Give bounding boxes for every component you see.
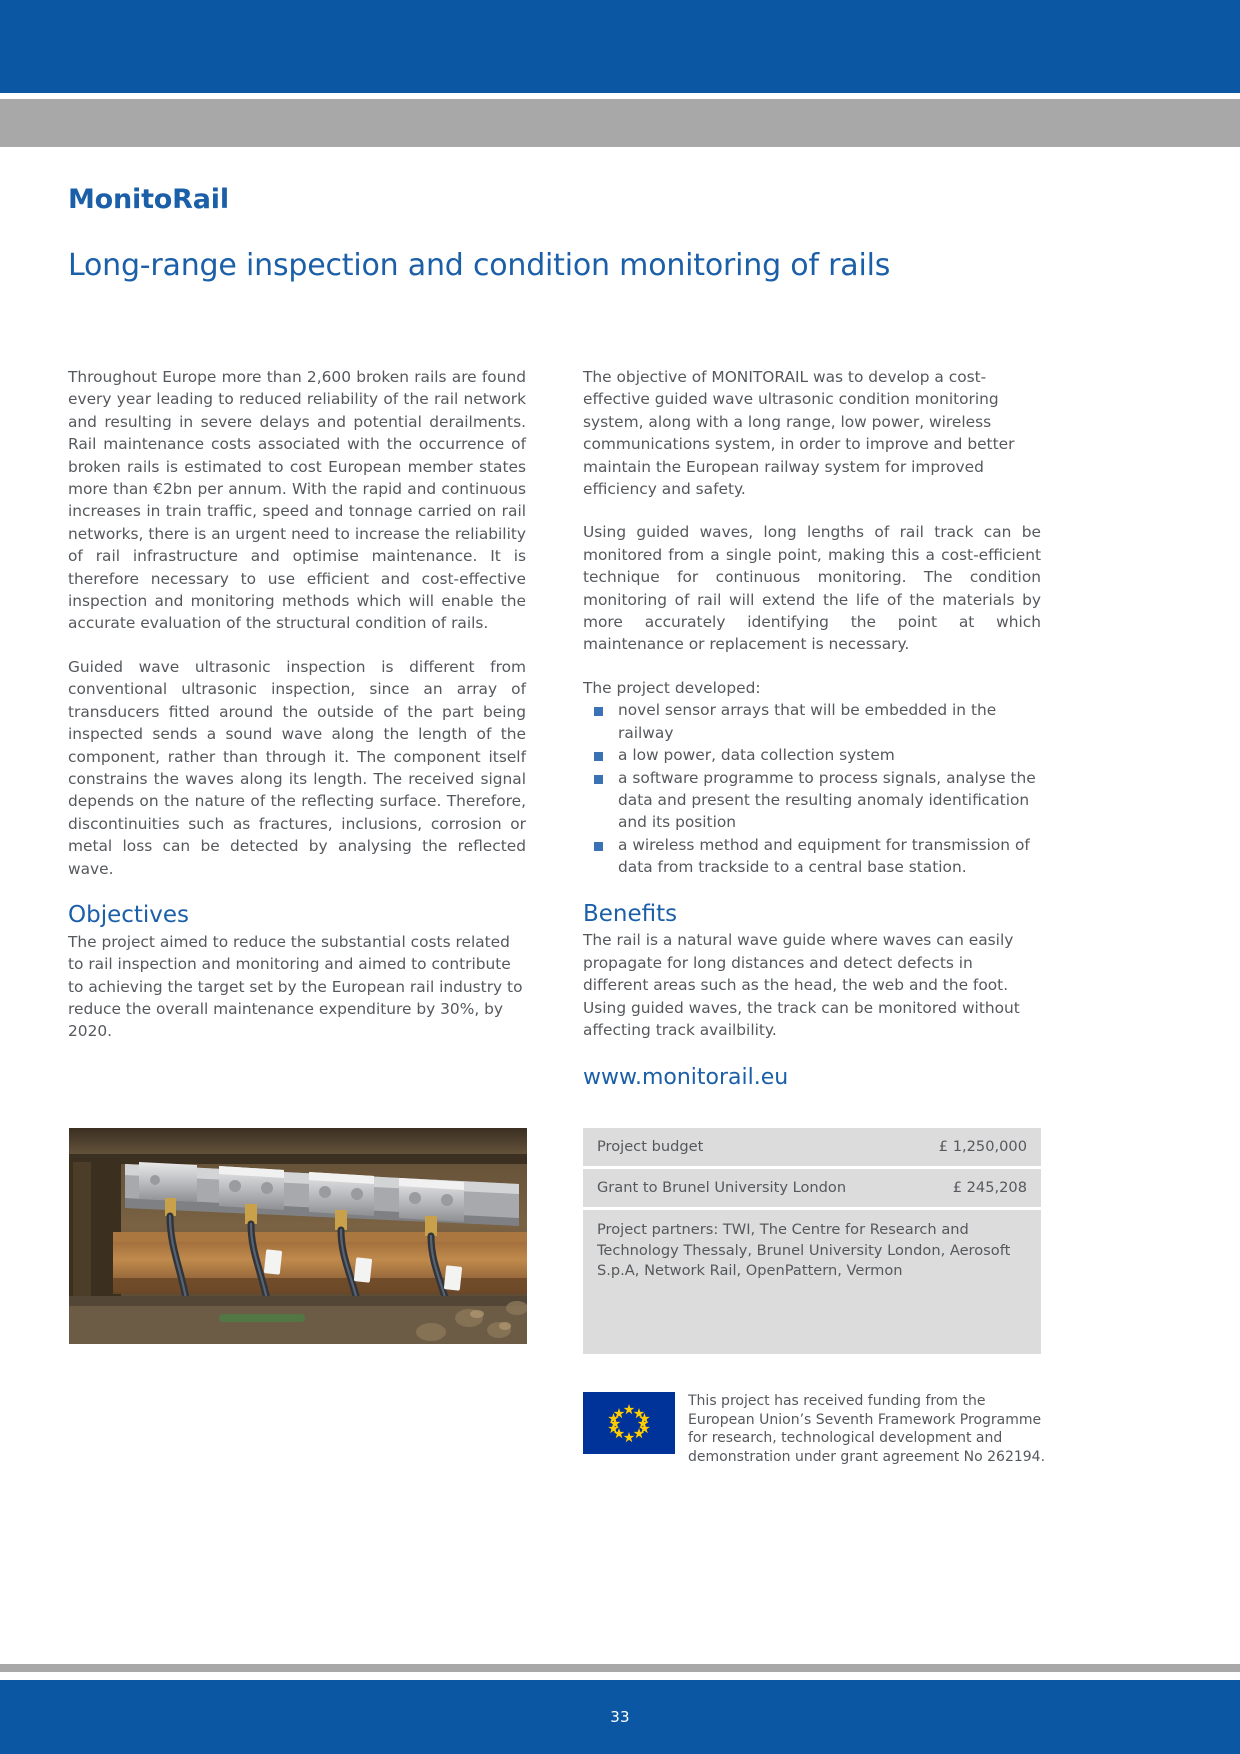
left-column [68,366,526,1064]
project-name: MonitoRail [68,184,229,215]
row-label: Project budget [597,1138,704,1155]
table-row [583,1128,1041,1169]
project-photo [69,1128,527,1344]
benefits-text: The rail is a natural wave guide where waves can easily propagate for long distances and detect defects in different areas such as the head, the web and the foot. Using guided waves, the track can be monitored without affecting track availbility. [583,931,1020,1039]
row-label: Grant to Brunel University London [597,1179,847,1196]
bottom-grey-bar [0,1664,1240,1672]
objectives-heading: Objectives [68,901,190,928]
square-bullet-icon [594,775,603,784]
list-item [583,767,1041,834]
row-value: £ 1,250,000 [938,1138,1027,1155]
project-partners: Project partners: TWI, The Centre for Research and Technology Thessaly, Brunel University London, Aerosoft S.p.A, Network Rail, OpenPattern, Vermon [583,1210,1041,1354]
square-bullet-icon [594,707,603,716]
left-paragraph-2: Guided wave ultrasonic inspection is different from conventional ultrasonic inspection, since an array of transducers fitted around the outside of the part being inspected sends a sound wave along the length of the component, rather than through it. The component itself constrains the waves along its length. The received signal depends on the nature of the reflecting surface. Therefore, discontinuities such as fractures, inclusions, corrosion or metal loss can be detected by analysing the reflected wave. [68,657,526,878]
list-item-label: novel sensor arrays that will be embedded in the railway [618,701,997,742]
eu-funding-text: This project has received funding from the European Union’s Seventh Framework Programme for research, technological development and demonstration under grant agreement No 262194. [688,1393,1046,1465]
photo-illustration [69,1128,527,1344]
list-item-label: a wireless method and equipment for transmission of data from trackside to a central base station. [618,835,1030,877]
project-website-link[interactable]: www.monitorail.eu [583,1065,789,1091]
right-paragraph-2: Using guided waves, long lengths of rail track can be monitored from a single point, making this a cost-efficient technique for continuous monitoring. The condition monitoring of rail will extend the life of the materials by more accurately identifying the point at which maintenance or replacement is necessary. [583,523,1041,654]
developed-intro: The project developed: [583,678,761,697]
top-grey-banner [0,99,1240,147]
list-item [583,744,1041,766]
developed-list [583,699,1041,878]
eu-flag-icon [583,1392,675,1454]
objectives-text: The project aimed to reduce the substantial costs related to rail inspection and monitoring and aimed to contribute to achieving the target set by the European rail industry to reduce the overall maintenance expenditure by 30%, by 2020. [68,932,523,1041]
project-info-table [583,1128,1041,1354]
table-row [583,1169,1041,1210]
right-column [583,366,1041,1090]
benefits-heading: Benefits [583,900,678,927]
right-paragraph-1: The objective of MONITORAIL was to develop a cost-effective guided wave ultrasonic condition monitoring system, along with a long range, low power, wireless communications system, in order to improve and better maintain the European railway system for improved efficiency and safety. [583,368,1015,499]
top-blue-banner [0,0,1240,93]
list-item-label: a software programme to process signals, analyse the data and present the resulting anomaly identification and its position [618,768,1036,832]
list-item-label: a low power, data collection system [618,746,895,765]
row-value: £ 245,208 [952,1179,1027,1196]
left-paragraph-1: Throughout Europe more than 2,600 broken rails are found every year leading to reduced reliability of the rail network and resulting in severe delays and potential derailments. Rail maintenance costs associated with the occurrence of broken rails is estimated to cost European member states more than €2bn per annum. With the rapid and continuous increases in train traffic, speed and tonnage carried on rail networks, there is an urgent need to increase the reliability of rail infrastructure and optimise maintenance. It is therefore necessary to use efficient and cost-effective inspection and monitoring methods which will enable the accurate evaluation of the structural condition of rails. [68,368,526,633]
list-item [583,699,1041,744]
page-title: Long-range inspection and condition monitoring of rails [68,248,891,283]
page-number: 33 [610,1708,630,1726]
eu-funding-block [583,1392,1053,1466]
square-bullet-icon [594,842,603,851]
square-bullet-icon [594,752,603,761]
list-item [583,834,1041,879]
